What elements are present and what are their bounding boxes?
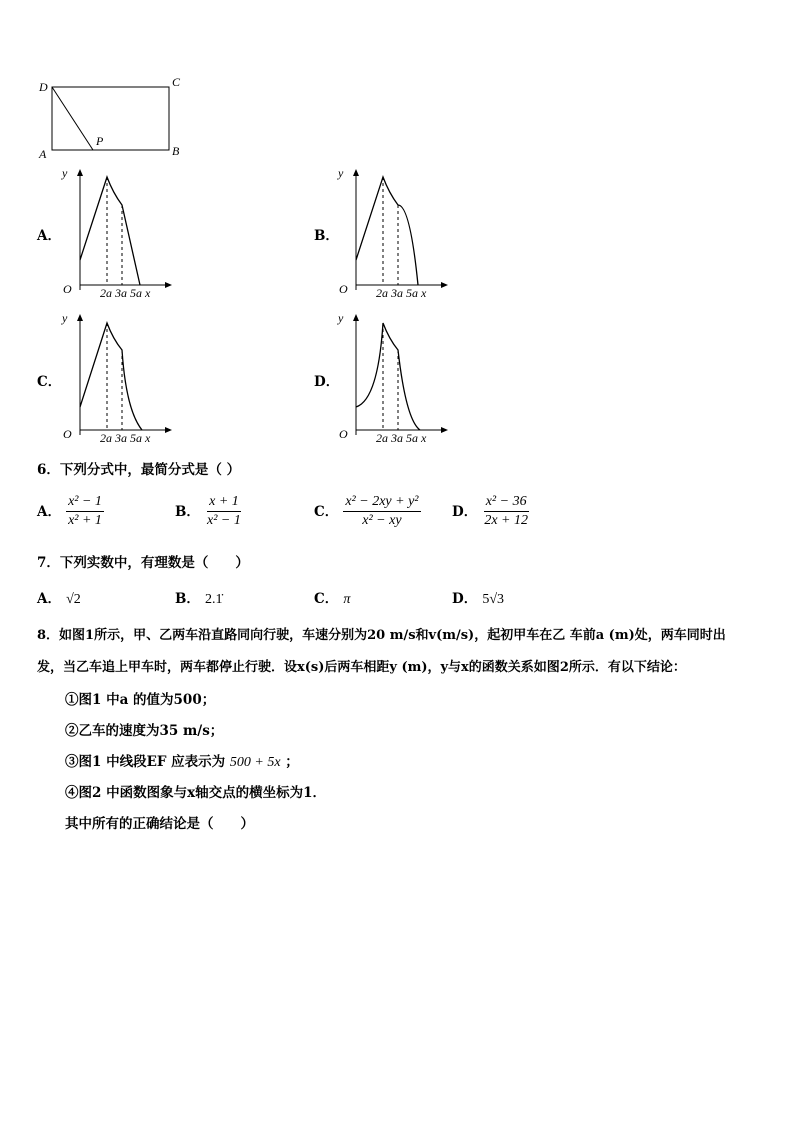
q6-d-fraction bbox=[482, 494, 530, 529]
q8-question: 其中所有的正确结论是（ ） bbox=[65, 816, 254, 832]
q8-c3-text: ③图1 中线段EF 应表示为 bbox=[65, 754, 226, 770]
label-B: B bbox=[172, 144, 180, 158]
numerator: x² − 1 bbox=[66, 494, 104, 512]
numerator: x + 1 bbox=[207, 494, 241, 512]
q6-a-label: A． bbox=[37, 504, 61, 520]
q6-a-fraction bbox=[66, 494, 104, 529]
denominator: x² − 1 bbox=[207, 513, 241, 528]
q7-a-label: A． bbox=[37, 591, 61, 607]
q8-c3-expression: 500 + 5x bbox=[229, 755, 281, 770]
q7-a-value: √2 bbox=[66, 592, 81, 607]
rectangle-figure bbox=[36, 72, 196, 162]
origin: O bbox=[339, 427, 348, 441]
q7-option-d bbox=[452, 587, 504, 608]
graph-d bbox=[336, 310, 456, 445]
denominator: x² − xy bbox=[362, 513, 402, 528]
q6-c-label: C． bbox=[314, 504, 339, 520]
q6-b-fraction bbox=[205, 494, 243, 529]
axis-y: y bbox=[62, 166, 68, 180]
x-ticks: 2a 3a 5a x bbox=[376, 286, 427, 300]
label-C: C bbox=[172, 75, 181, 89]
q6-b-label: B． bbox=[175, 504, 200, 520]
q7-c-label: C． bbox=[314, 591, 339, 607]
axis-y: y bbox=[338, 166, 344, 180]
x-ticks: 2a 3a 5a x bbox=[100, 431, 151, 445]
q7-c-value: π bbox=[343, 592, 351, 607]
q8-conclusion-2: ②乙车的速度为35 m/s； bbox=[65, 723, 224, 739]
numerator: x² − 36 bbox=[484, 494, 529, 512]
q8-conclusion-4: ④图2 中函数图象与x轴交点的横坐标为1． bbox=[65, 785, 327, 801]
q7-option-c bbox=[314, 587, 350, 608]
graph-b bbox=[336, 165, 456, 300]
axis-y: y bbox=[62, 311, 68, 325]
q6-option-c bbox=[314, 494, 421, 529]
numerator: x² − 2xy + y² bbox=[343, 494, 420, 512]
label-P: P bbox=[96, 134, 104, 148]
q7-b-value: 2.1̇ bbox=[205, 592, 223, 607]
q6-option-d bbox=[452, 494, 530, 529]
q8-line-2: 发，当乙车追上甲车时，两车都停止行驶．设x(s)后两车相距y (m)，y与x的函数关系如图2所示．有以下结论： bbox=[37, 660, 686, 675]
label-A: A bbox=[39, 147, 47, 161]
option-label-d: D． bbox=[314, 374, 340, 390]
origin: O bbox=[63, 427, 72, 441]
q7-option-a bbox=[37, 587, 81, 608]
q7-stem: 7．下列实数中，有理数是（ ） bbox=[37, 555, 249, 571]
q6-d-label: D． bbox=[452, 504, 478, 520]
q6-stem: 6．下列分式中，最简分式是（ ） bbox=[37, 462, 241, 478]
x-ticks: 2a 3a 5a x bbox=[376, 431, 427, 445]
q7-d-value: 5√3 bbox=[482, 592, 504, 607]
q8-conclusion-3 bbox=[65, 750, 299, 771]
q7-option-b bbox=[175, 587, 223, 608]
graph-c bbox=[60, 310, 180, 445]
label-D: D bbox=[39, 80, 48, 94]
q6-option-a bbox=[37, 494, 104, 529]
q8-c3-end: ； bbox=[285, 754, 299, 770]
q8-conclusion-1: ①图1 中a 的值为500； bbox=[65, 692, 216, 708]
q7-d-label: D． bbox=[452, 591, 478, 607]
axis-y: y bbox=[338, 311, 344, 325]
q7-b-label: B． bbox=[175, 591, 200, 607]
option-label-a: A． bbox=[37, 228, 61, 244]
denominator: x² + 1 bbox=[68, 513, 102, 528]
q8-line-1: 8．如图1所示，甲、乙两车沿直路同向行驶，车速分别为20 m/s和v(m/s)，起初甲车在乙 车前a (m)处，两车同时出 bbox=[37, 628, 726, 643]
q6-option-b bbox=[175, 494, 243, 529]
option-label-b: B． bbox=[314, 228, 339, 244]
origin: O bbox=[63, 282, 72, 296]
graph-a bbox=[60, 165, 180, 300]
origin: O bbox=[339, 282, 348, 296]
x-ticks: 2a 3a 5a x bbox=[100, 286, 151, 300]
denominator: 2x + 12 bbox=[484, 513, 528, 528]
option-label-c: C． bbox=[37, 374, 62, 390]
q6-c-fraction bbox=[343, 494, 420, 529]
